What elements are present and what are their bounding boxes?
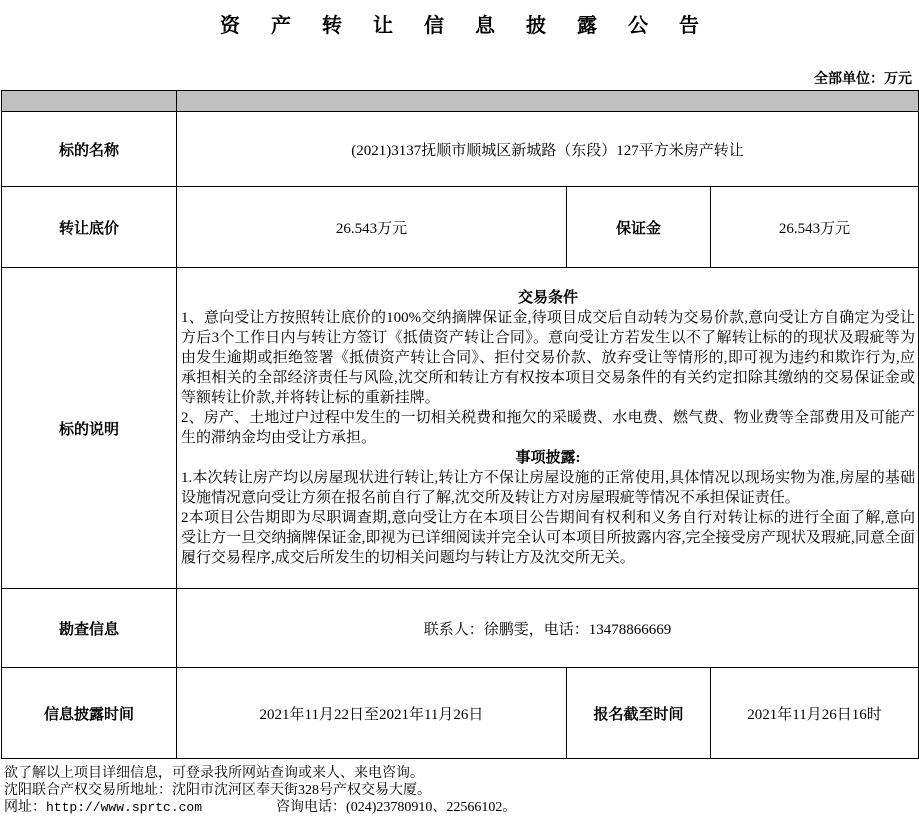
description-paragraph: 2、房产、土地过户过程中发生的一切相关税费和拖欠的采暖费、水电费、燃气费、物业费等全部费用及可能产生的滞纳金均由受让方承担。 (181, 410, 916, 446)
announcement-table (1, 90, 919, 759)
survey-label: 勘查信息 (2, 589, 177, 668)
registration-deadline-value: 2021年11月26日16时 (711, 668, 919, 759)
announcement-page (0, 9, 919, 824)
description-section-heading: 交易条件 (518, 290, 579, 306)
table-header-cell-left (2, 91, 177, 112)
description-label: 标的说明 (2, 268, 177, 589)
phone-numbers: (024)23780910、22566102。 (346, 800, 517, 815)
footer-line-address: 沈阳联合产权交易所地址：沈阳市沈河区奉天街328号产权交易大厦。 (4, 783, 431, 798)
deposit-label: 保证金 (567, 187, 711, 268)
table-row-price-deposit (2, 187, 919, 268)
table-row-survey (2, 589, 919, 668)
table-row-description (2, 268, 919, 589)
table-header-row (2, 91, 919, 112)
description-paragraph: 1、意向受让方按照转让底价的100%交纳摘牌保证金,待项目成交后自动转为交易价款,意向受让方自确定为受让方后3个工作日内与转让方签订《抵债资产转让合同》。意向受让方若发生以不了解转让标的的现状及瑕疵等为由发生逾期或拒绝签署《抵债资产转让合同》、拒付交易价款、放弃受让等情形的,即可视为违约和欺诈行为,应承担相关的全部经济责任与风险,沈交所和转让方有权按本项目交易条件的有关约定扣除其缴纳的交易保证金或等额转让价款,并将转让标的重新挂牌。 (181, 310, 916, 406)
registration-deadline-label: 报名截至时间 (567, 668, 711, 759)
table-header-cell-right (177, 91, 919, 112)
deposit-value: 26.543万元 (711, 187, 919, 268)
survey-value: 联系人：徐鹏雯，电话：13478866669 (177, 589, 919, 668)
footer-line-info: 欲了解以上项目详细信息，可登录我所网站查询或来人、来电咨询。 (4, 766, 424, 781)
phone-label: 咨询电话： (276, 800, 347, 815)
website-url: http://www.sprtc.com (46, 800, 203, 815)
website-label: 网址： (4, 800, 46, 815)
footer-line-contact (4, 799, 918, 816)
subject-name-label: 标的名称 (2, 112, 177, 187)
base-price-label: 转让底价 (2, 187, 177, 268)
page-title: 资 产 转 让 信 息 披 露 公 告 (220, 15, 712, 37)
description-paragraph: 2本项目公告期即为尽职调查期,意向受让方在本项目公告期间有权利和义务自行对转让标的进行全面了解,意向受让方一旦交纳摘牌保证金,即视为已详细阅读并完全认可本项目所披露内容,完全接受房产现状及瑕疵,同意全面履行交易程序,成交后所发生的切相关问题均与转让方及沈交所无关。 (181, 510, 916, 566)
disclosure-period-label: 信息披露时间 (2, 668, 177, 759)
base-price-value: 26.543万元 (177, 187, 567, 268)
disclosure-period-value: 2021年11月22日至2021年11月26日 (177, 668, 567, 759)
unit-note: 全部单位：万元 (814, 72, 912, 87)
footer (1, 765, 918, 816)
description-section-heading: 事项披露: (515, 450, 581, 466)
description-cell (177, 268, 919, 589)
table-row-dates (2, 668, 919, 759)
table-row-subject-name (2, 112, 919, 187)
subject-name-value: (2021)3137抚顺市顺城区新城路（东段）127平方米房产转让 (177, 112, 919, 187)
description-paragraph: 1.本次转让房产均以房屋现状进行转让,转让方不保让房屋设施的正常使用,具体情况以现场实物为准,房屋的基础设施情况意向受让方须在报名前自行了解,沈交所及转让方对房屋瑕疵等情况不承担保证责任。 (181, 470, 916, 506)
